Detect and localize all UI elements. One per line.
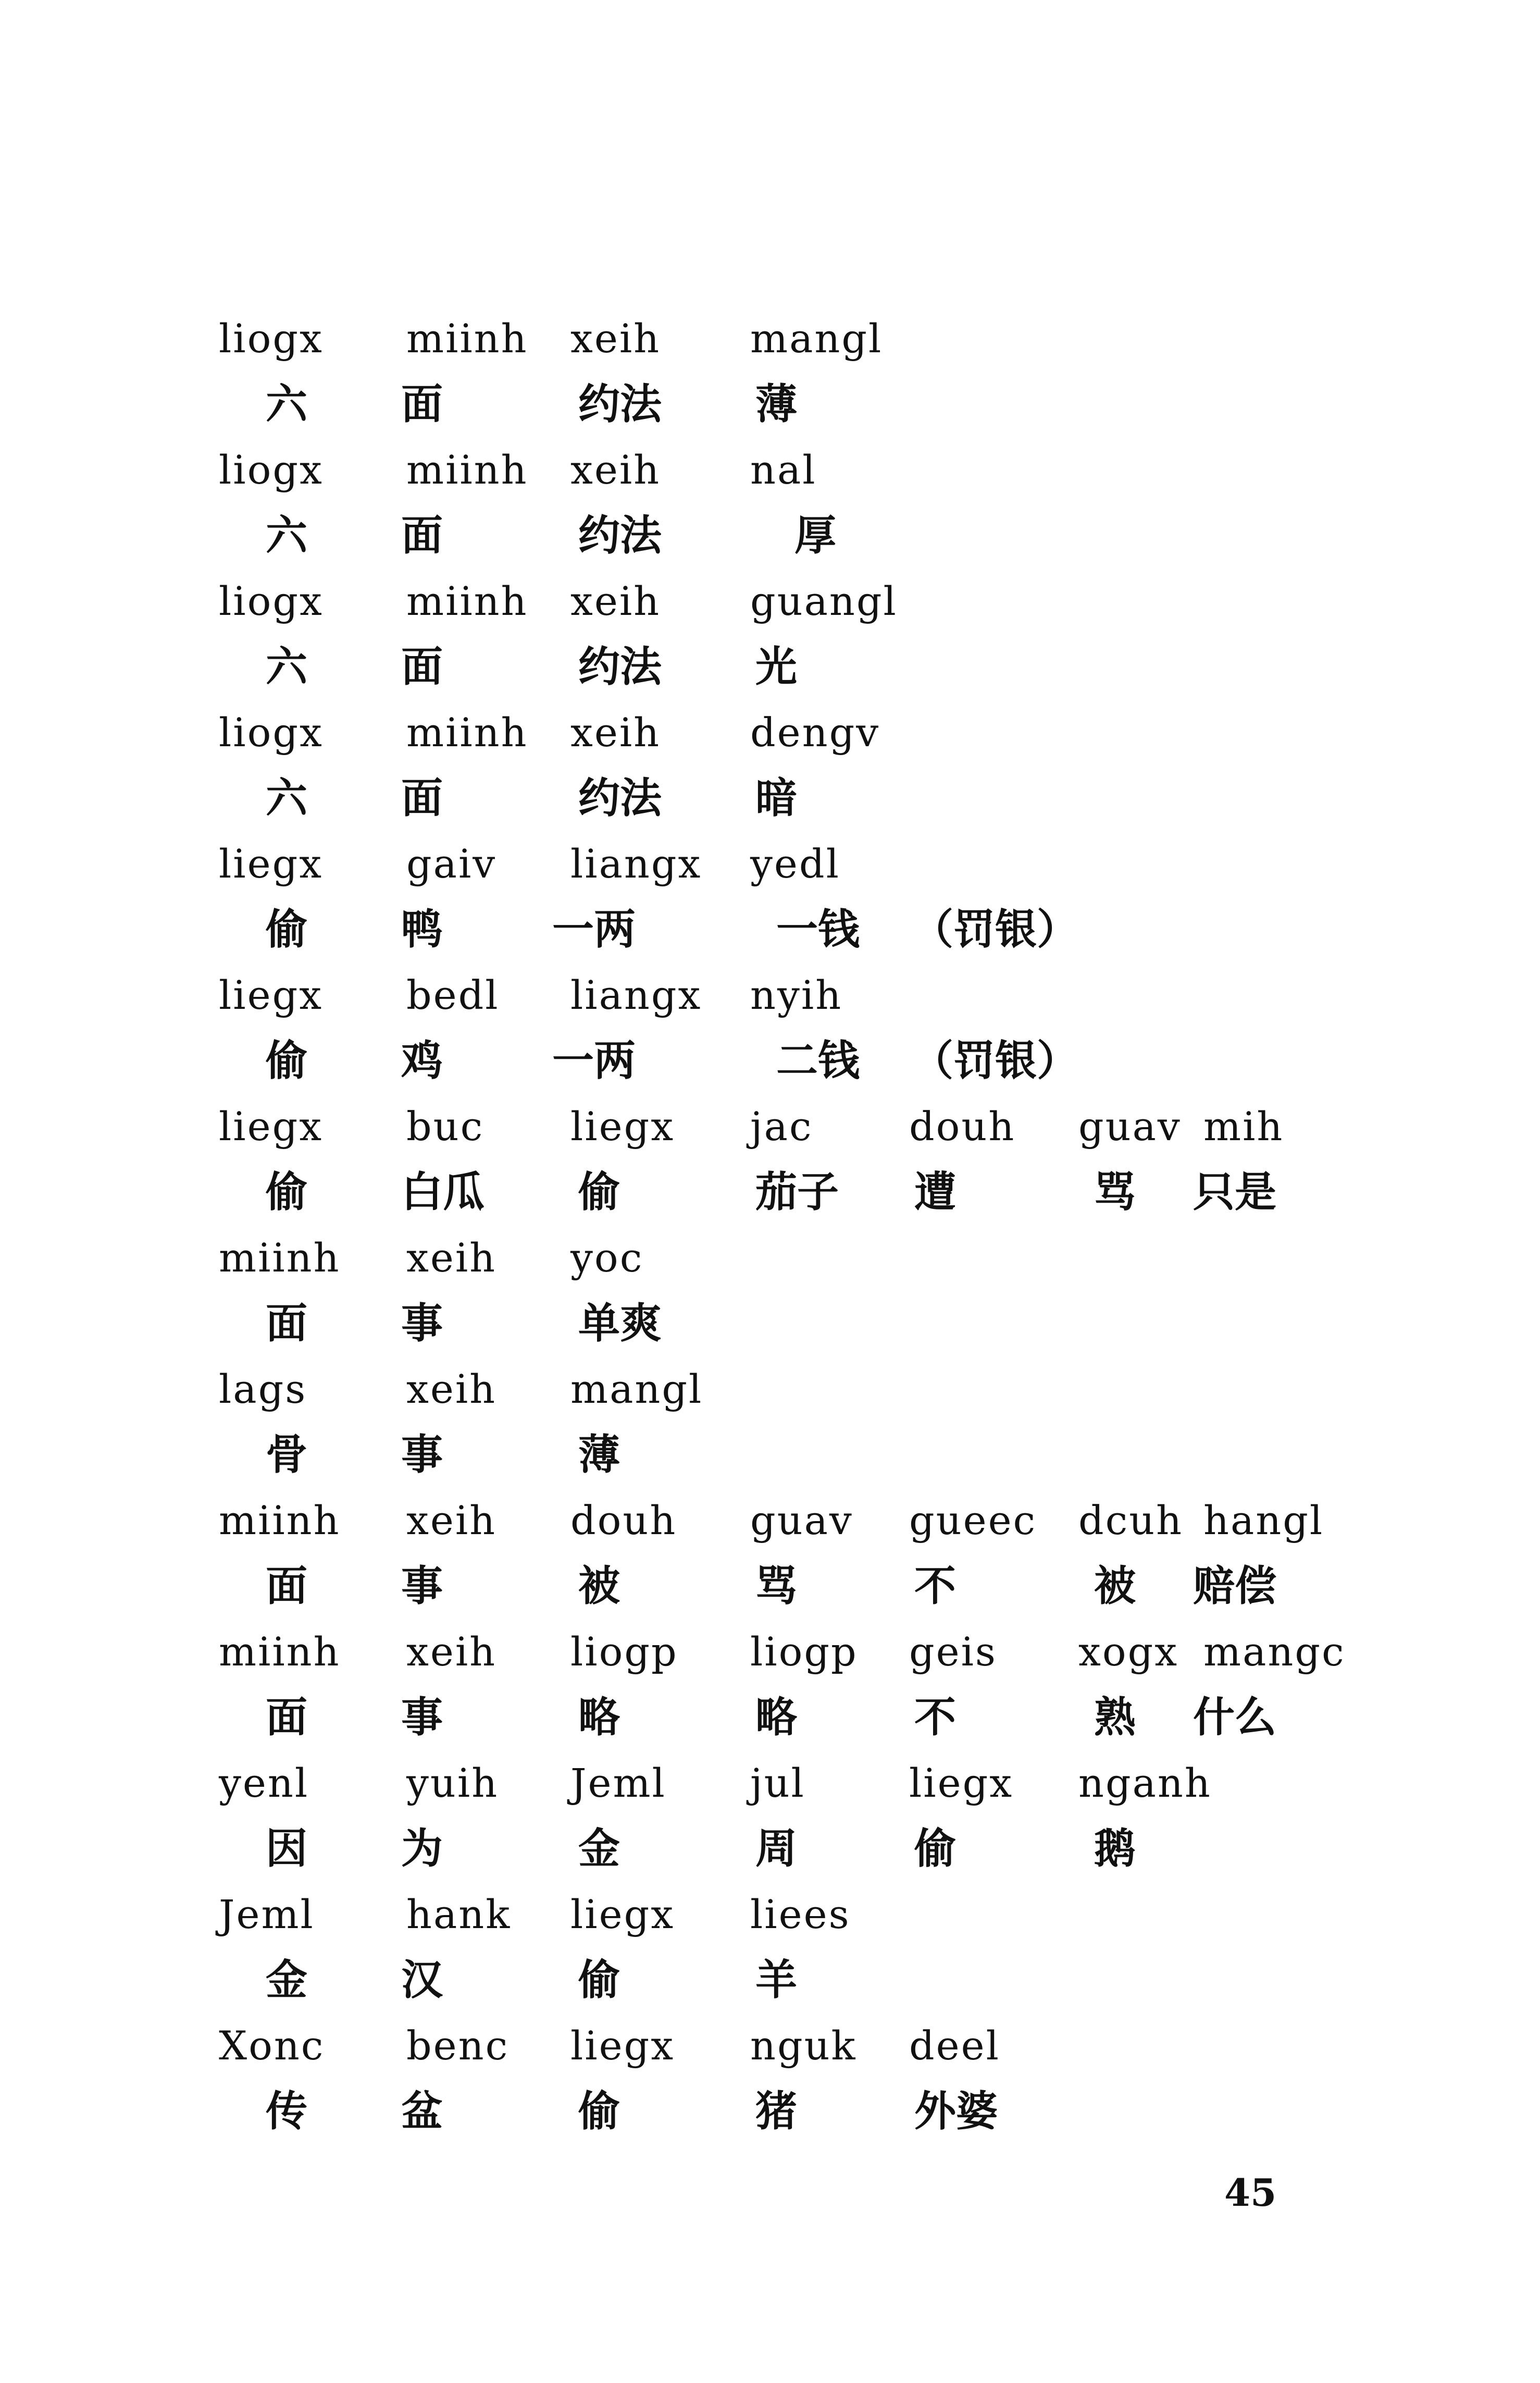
gloss-word: 外婆 [914,2087,998,2135]
romanized-word: jul [750,1760,805,1806]
romanized-word: xogx [1078,1628,1179,1675]
romanized-word: yoc [570,1234,644,1281]
romanized-word: gueec [909,1497,1037,1544]
gloss-word: 六 [266,774,307,822]
romanized-word: liogx [219,315,324,362]
gloss-word: 约法 [578,643,662,691]
gloss-word: 金 [266,1956,307,2004]
gloss-word: 约法 [578,511,662,560]
gloss-word: 六 [266,511,307,560]
romanized-word: nal [750,447,817,493]
romanized-word: mangl [750,315,883,362]
romanized-word: xeih [406,1497,497,1544]
gloss-word: （罚银） [912,1036,1078,1085]
gloss-line [0,1686,1540,1749]
gloss-word: 事 [401,1430,443,1479]
romanized-word: miinh [406,315,528,362]
gloss-word: 茄子 [755,1168,839,1216]
romanized-line [0,1883,1540,1946]
romanized-word: xeih [570,709,661,756]
gloss-word: 事 [401,1299,443,1348]
romanized-word: liegx [219,841,324,887]
romanized-line [0,1621,1540,1683]
gloss-word: 二钱 [776,1036,860,1085]
gloss-word: 一钱 [776,905,860,954]
gloss-word: 周 [755,1824,797,1873]
romanized-word: mangl [570,1366,703,1412]
romanized-word: deel [909,2022,1000,2069]
gloss-word: 鸡 [401,1036,443,1085]
romanized-word: Xonc [219,2022,325,2069]
romanized-word: guav [750,1497,853,1544]
gloss-word: 骨 [266,1430,307,1479]
gloss-line [0,1818,1540,1880]
romanized-word: liogx [219,709,324,756]
romanized-word: guangl [750,578,898,624]
gloss-word: 金 [578,1824,620,1873]
romanized-word: miinh [406,447,528,493]
romanized-word: guav [1078,1103,1182,1150]
gloss-word: 偷 [914,1824,956,1873]
romanized-line [0,1752,1540,1814]
gloss-word: 约法 [578,380,662,428]
gloss-word: （罚银） [912,905,1078,954]
romanized-line [0,701,1540,764]
romanized-word: mangc [1203,1628,1346,1675]
gloss-word: 赔偿 [1193,1562,1276,1610]
romanized-word: liegx [219,1103,324,1150]
romanized-word: Jeml [219,1891,315,1937]
romanized-line [0,2015,1540,2077]
gloss-word: 偷 [266,905,307,954]
gloss-word: 事 [401,1693,443,1742]
romanized-word: liegx [219,972,324,1018]
gloss-word: 羊 [755,1956,797,2004]
romanized-word: liogx [219,447,324,493]
romanized-word: mih [1203,1103,1284,1150]
gloss-line [0,1161,1540,1224]
romanized-word: miinh [406,578,528,624]
gloss-word: 薄 [578,1430,620,1479]
gloss-word: 什么 [1193,1693,1276,1742]
romanized-word: liogp [750,1628,858,1675]
gloss-word: 约法 [578,774,662,822]
romanized-word: liegx [570,2022,675,2069]
gloss-word: 骂 [1094,1168,1136,1216]
gloss-line [0,1555,1540,1618]
romanized-word: xeih [570,578,661,624]
romanized-word: dcuh [1078,1497,1184,1544]
romanized-word: lags [219,1366,307,1412]
gloss-word: 六 [266,380,307,428]
romanized-word: Jeml [570,1760,666,1806]
gloss-line [0,1949,1540,2011]
romanized-word: xeih [570,315,661,362]
gloss-word: 鸭 [401,905,443,954]
gloss-word: 面 [266,1693,307,1742]
gloss-line [0,767,1540,830]
romanized-word: liangx [570,972,702,1018]
romanized-word: jac [750,1103,813,1150]
gloss-line [0,1424,1540,1486]
gloss-word: 一两 [552,1036,636,1085]
gloss-word: 不 [914,1693,956,1742]
gloss-line [0,2080,1540,2143]
gloss-word: 厚 [794,511,836,560]
romanized-word: geis [909,1628,997,1675]
romanized-word: hangl [1203,1497,1324,1544]
romanized-line [0,307,1540,370]
romanized-word: liogx [219,578,324,624]
romanized-word: xeih [406,1628,497,1675]
romanized-word: yuih [406,1760,499,1806]
gloss-word: 单爽 [578,1299,662,1348]
romanized-line [0,833,1540,895]
romanized-word: miinh [219,1628,341,1675]
gloss-line [0,373,1540,436]
gloss-word: 熟 [1094,1693,1136,1742]
romanized-word: xeih [406,1234,497,1281]
romanized-word: xeih [570,447,661,493]
romanized-word: buc [406,1103,485,1150]
romanized-word: miinh [406,709,528,756]
gloss-word: 暗 [755,774,797,822]
gloss-line [0,1030,1540,1092]
gloss-word: 面 [266,1562,307,1610]
romanized-word: miinh [219,1234,341,1281]
romanized-word: liogp [570,1628,678,1675]
gloss-word: 为 [401,1824,443,1873]
romanized-line [0,439,1540,501]
gloss-word: 偷 [578,2087,620,2135]
romanized-word: liegx [570,1103,675,1150]
gloss-word: 盆 [401,2087,443,2135]
gloss-word: 骂 [755,1562,797,1610]
romanized-word: dengv [750,709,880,756]
gloss-word: 猪 [755,2087,797,2135]
gloss-word: 传 [266,2087,307,2135]
gloss-word: 偷 [578,1168,620,1216]
gloss-word: 略 [578,1693,620,1742]
romanized-word: nganh [1078,1760,1212,1806]
gloss-line [0,636,1540,698]
romanized-word: liees [750,1891,851,1937]
gloss-word: 薄 [755,380,797,428]
romanized-word: douh [909,1103,1016,1150]
romanized-line [0,1227,1540,1289]
gloss-word: 光 [755,643,797,691]
gloss-line [0,504,1540,567]
gloss-word: 面 [401,380,443,428]
romanized-line [0,1358,1540,1421]
gloss-word: 略 [755,1693,797,1742]
gloss-word: 一两 [552,905,636,954]
page-number: 45 [1224,2170,1277,2215]
gloss-word: 因 [266,1824,307,1873]
romanized-line [0,1489,1540,1552]
gloss-word: 只是 [1193,1168,1276,1216]
gloss-word: 偷 [266,1168,307,1216]
gloss-word: 被 [578,1562,620,1610]
romanized-word: benc [406,2022,510,2069]
romanized-word: yenl [219,1760,309,1806]
gloss-word: 遭 [914,1168,956,1216]
gloss-word: 汉 [401,1956,443,2004]
romanized-word: nguk [750,2022,857,2069]
gloss-word: 偷 [266,1036,307,1085]
romanized-line [0,1095,1540,1158]
romanized-word: douh [570,1497,677,1544]
gloss-word: 六 [266,643,307,691]
gloss-word: 被 [1094,1562,1136,1610]
romanized-word: yedl [750,841,840,887]
romanized-line [0,570,1540,633]
gloss-word: 不 [914,1562,956,1610]
gloss-line [0,898,1540,961]
gloss-word: 面 [401,511,443,560]
romanized-word: miinh [219,1497,341,1544]
romanized-word: liegx [570,1891,675,1937]
romanized-word: liangx [570,841,702,887]
gloss-word: 面 [401,643,443,691]
gloss-word: 事 [401,1562,443,1610]
gloss-word: 面 [401,774,443,822]
gloss-word: 白瓜 [401,1168,485,1216]
romanized-word: bedl [406,972,500,1018]
gloss-word: 偷 [578,1956,620,2004]
gloss-line [0,1292,1540,1355]
gloss-word: 面 [266,1299,307,1348]
romanized-word: hank [406,1891,512,1937]
romanized-word: xeih [406,1366,497,1412]
romanized-line [0,964,1540,1027]
romanized-word: nyih [750,972,843,1018]
gloss-word: 鹅 [1094,1824,1136,1873]
romanized-word: liegx [909,1760,1014,1806]
romanized-word: gaiv [406,841,497,887]
